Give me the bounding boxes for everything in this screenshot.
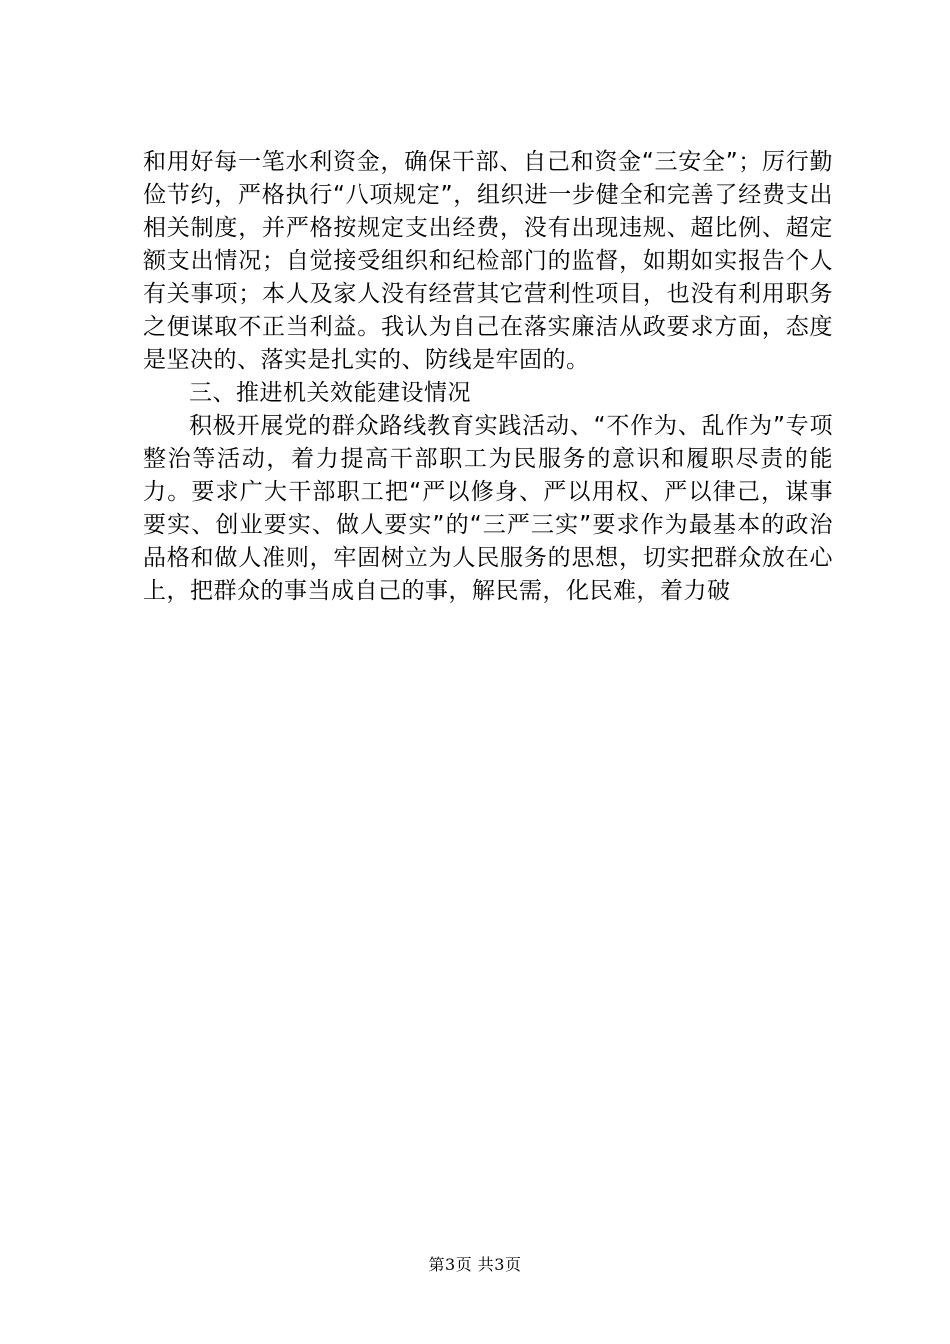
page-footer: 第3页 共3页 [428,1255,522,1274]
paragraph-continuation: 和用好每一笔水利资金，确保干部、自己和资金“三安全”；厉行勤俭节约，严格执行“八项规定”，组织进一步健全和完善了经费支出相关制度，并严格按规定支出经费，没有出现违规、超比例、超定额支出情况；自觉接受组织和纪检部门的监督，如期如实报告个人有关事项；本人及家人没有经营其它营利性项目，也没有利用职务之便谋取不正当利益。我认为自己在落实廉洁从政要求方面，态度是坚决的、落实是扎实的、防线是牢固的。 [143,149,833,373]
paragraph-section-body: 积极开展党的群众路线教育实践活动、“不作为、乱作为”专项整治等活动，着力提高干部职工为民服务的意识和履职尽责的能力。要求广大干部职工把“严以修身、严以用权、严以律己，谋事要实、创业要实、做人要实”的“三严三实”要求作为最基本的政治品格和做人准则，牢固树立为人民服务的思想，切实把群众放在心上，把群众的事当成自己的事，解民需，化民难，着力破 [143,413,833,604]
document-body [143,146,833,608]
section-heading: 三、推进机关效能建设情况 [189,380,471,406]
